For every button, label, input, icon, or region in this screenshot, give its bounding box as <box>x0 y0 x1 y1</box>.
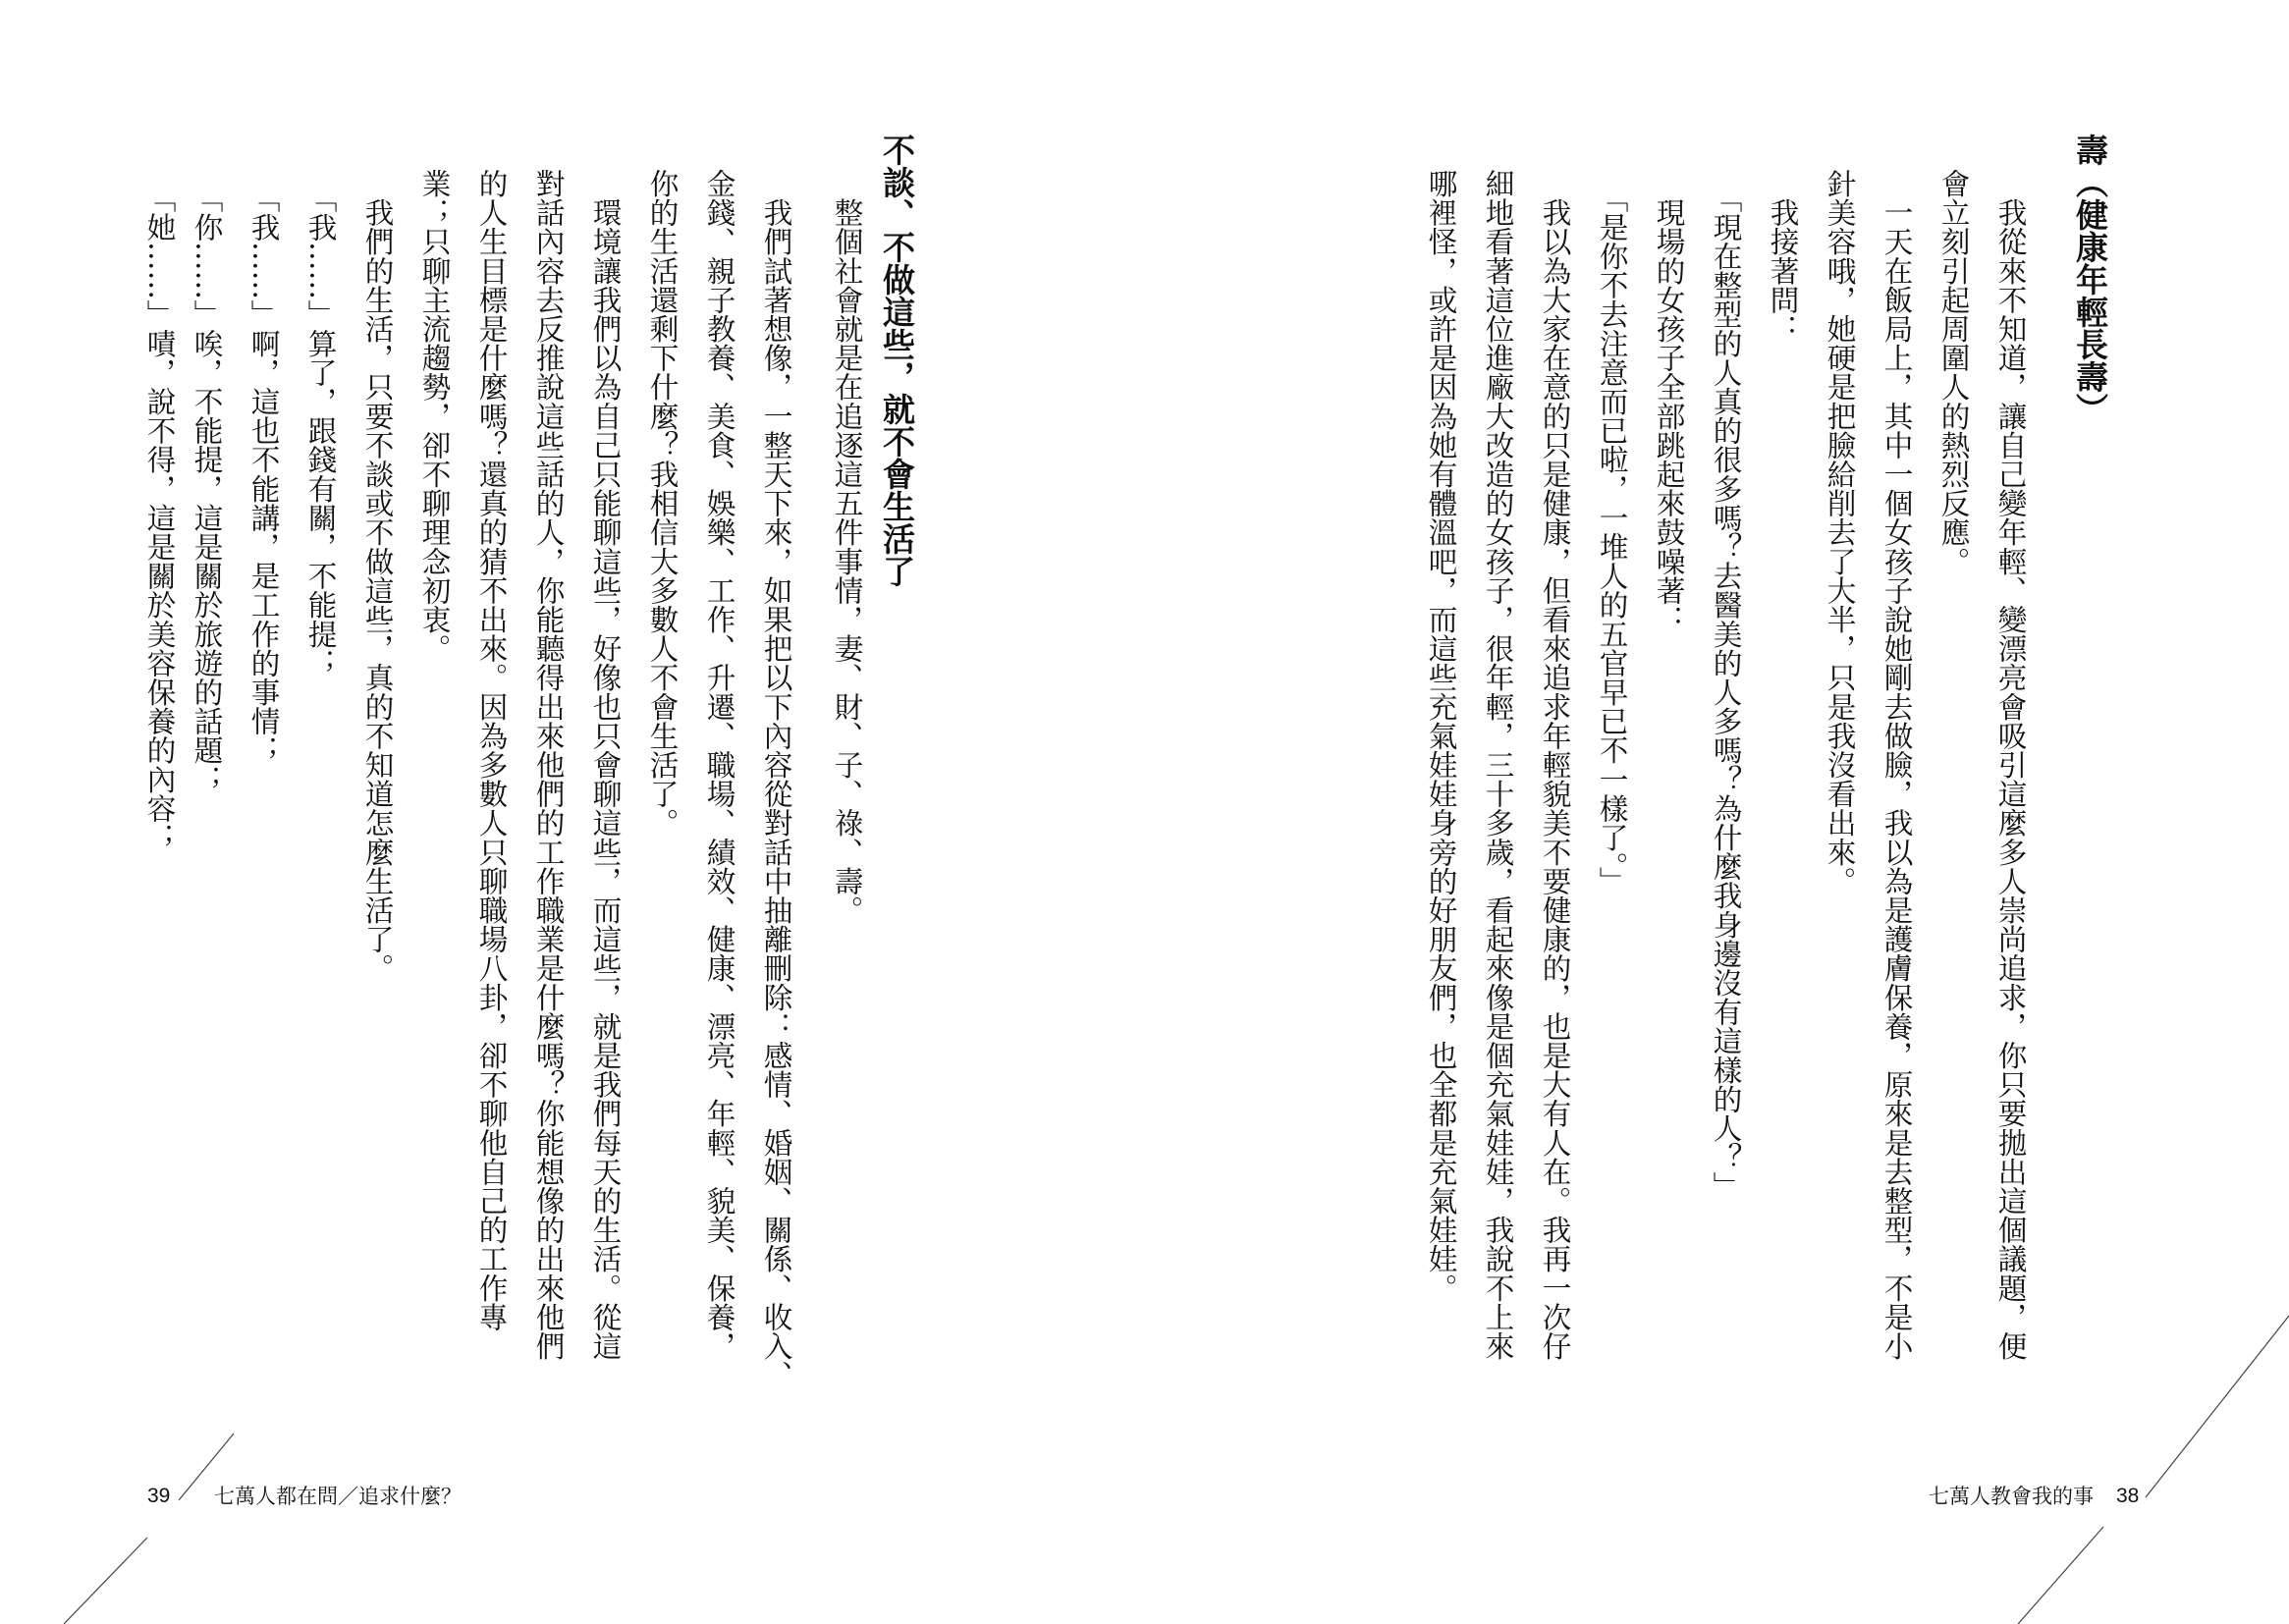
text-line: 我從來不知道，讓自己變年輕、變漂亮會吸引這麼多人崇尚追求，你只要拋出這個議題，便 <box>1993 169 2028 1361</box>
text-line: 「我……」啊，這也不能講，是工作的事情； <box>246 169 281 765</box>
text-line: 現場的女孩子全部跳起來鼓噪著： <box>1652 169 1686 634</box>
text-line: 一天在飯局上，其中一個女孩子說她剛去做臉，我以為是護膚保養，原來是去整型，不是小 <box>1880 169 1914 1361</box>
text-line: 「你……」唉，不能提，這是關於旅遊的話題； <box>190 169 224 794</box>
text-line: 細地看著這位進廠大改造的女孩子，很年輕，三十多歲，看起來像是個充氣娃娃，我說不上來 <box>1481 169 1515 1361</box>
text-line: 的人生目標是什麼嗎？還真的猜不出來。因為多數人只聊職場八卦，卻不聊他自己的工作專 <box>474 169 509 1331</box>
text-line: 整個社會就是在追逐這五件事情，妻、財、子、祿、壽。 <box>830 169 864 925</box>
text-line: 我接著問： <box>1766 169 1800 344</box>
text-line: 「現在整型的人真的很多嗎？去醫美的人多嗎？為什麼我身邊沒有這樣的人？」 <box>1709 169 1743 1201</box>
running-head: 七萬人都在問／追求什麼？ <box>214 1485 462 1508</box>
right-long-slash <box>2146 1316 2289 1497</box>
text-line: 業；只聊主流趨勢，卻不聊理念初衷。 <box>417 169 452 664</box>
text-line: 會立刻引起周圍人的熱烈反應。 <box>1936 169 1971 576</box>
text-line: 我們試著想像，一整天下來，如果把以下內容從對話中抽離刪除：感情、婚姻、關係、收入、 <box>759 169 793 1390</box>
page-number: 39 <box>147 1485 171 1507</box>
section-heading: 不談、不做這些，就不會生活了 <box>878 134 916 587</box>
text-line: 「我……」算了，跟錢有關，不能提； <box>303 169 338 677</box>
text-line: 環境讓我們以為自己只能聊這些，好像也只會聊這些，而這些，就是我們每天的生活。從這 <box>588 169 623 1361</box>
left-bottom-slash <box>64 1538 147 1624</box>
running-head: 七萬人教會我的事 <box>1929 1485 2094 1508</box>
text-line: 我們的生活，只要不談或不做這些，真的不知道怎麼生活了。 <box>360 169 395 983</box>
text-line: 對話內容去反推說這些話的人，你能聽得出來他們的工作職業是什麼嗎？你能想像的出來他們 <box>531 169 566 1361</box>
text-line: 我以為大家在意的只是健康，但看來追求年輕貌美不要健康的，也是大有人在。我再一次仔 <box>1538 169 1572 1361</box>
section-heading: 壽（健康年輕長壽） <box>2071 134 2109 425</box>
page-number: 38 <box>2116 1485 2140 1507</box>
text-line: 金錢、親子教養、美食、娛樂、工作、升遷、職場、績效、健康、漂亮、年輕、貌美、保養， <box>702 169 736 1361</box>
right-bottom-slash <box>2018 1527 2103 1624</box>
text-line: 針美容哦，她硬是把臉給削去了大半，只是我沒看出來。 <box>1823 169 1857 895</box>
left-top-slash <box>179 1434 234 1500</box>
text-line: 你的生活還剩下什麼？我相信大多數人不會生活了。 <box>645 169 680 838</box>
text-line: 「是你不去注意而已啦，一堆人的五官早已不一樣了。」 <box>1595 169 1629 895</box>
text-line: 哪裡怪，或許是因為她有體溫吧，而這些充氣娃娃身旁的好朋友們，也全都是充氣娃娃。 <box>1424 169 1458 1303</box>
text-line: 「她……」嘖，說不得，這是關於美容保養的內容； <box>142 169 177 852</box>
